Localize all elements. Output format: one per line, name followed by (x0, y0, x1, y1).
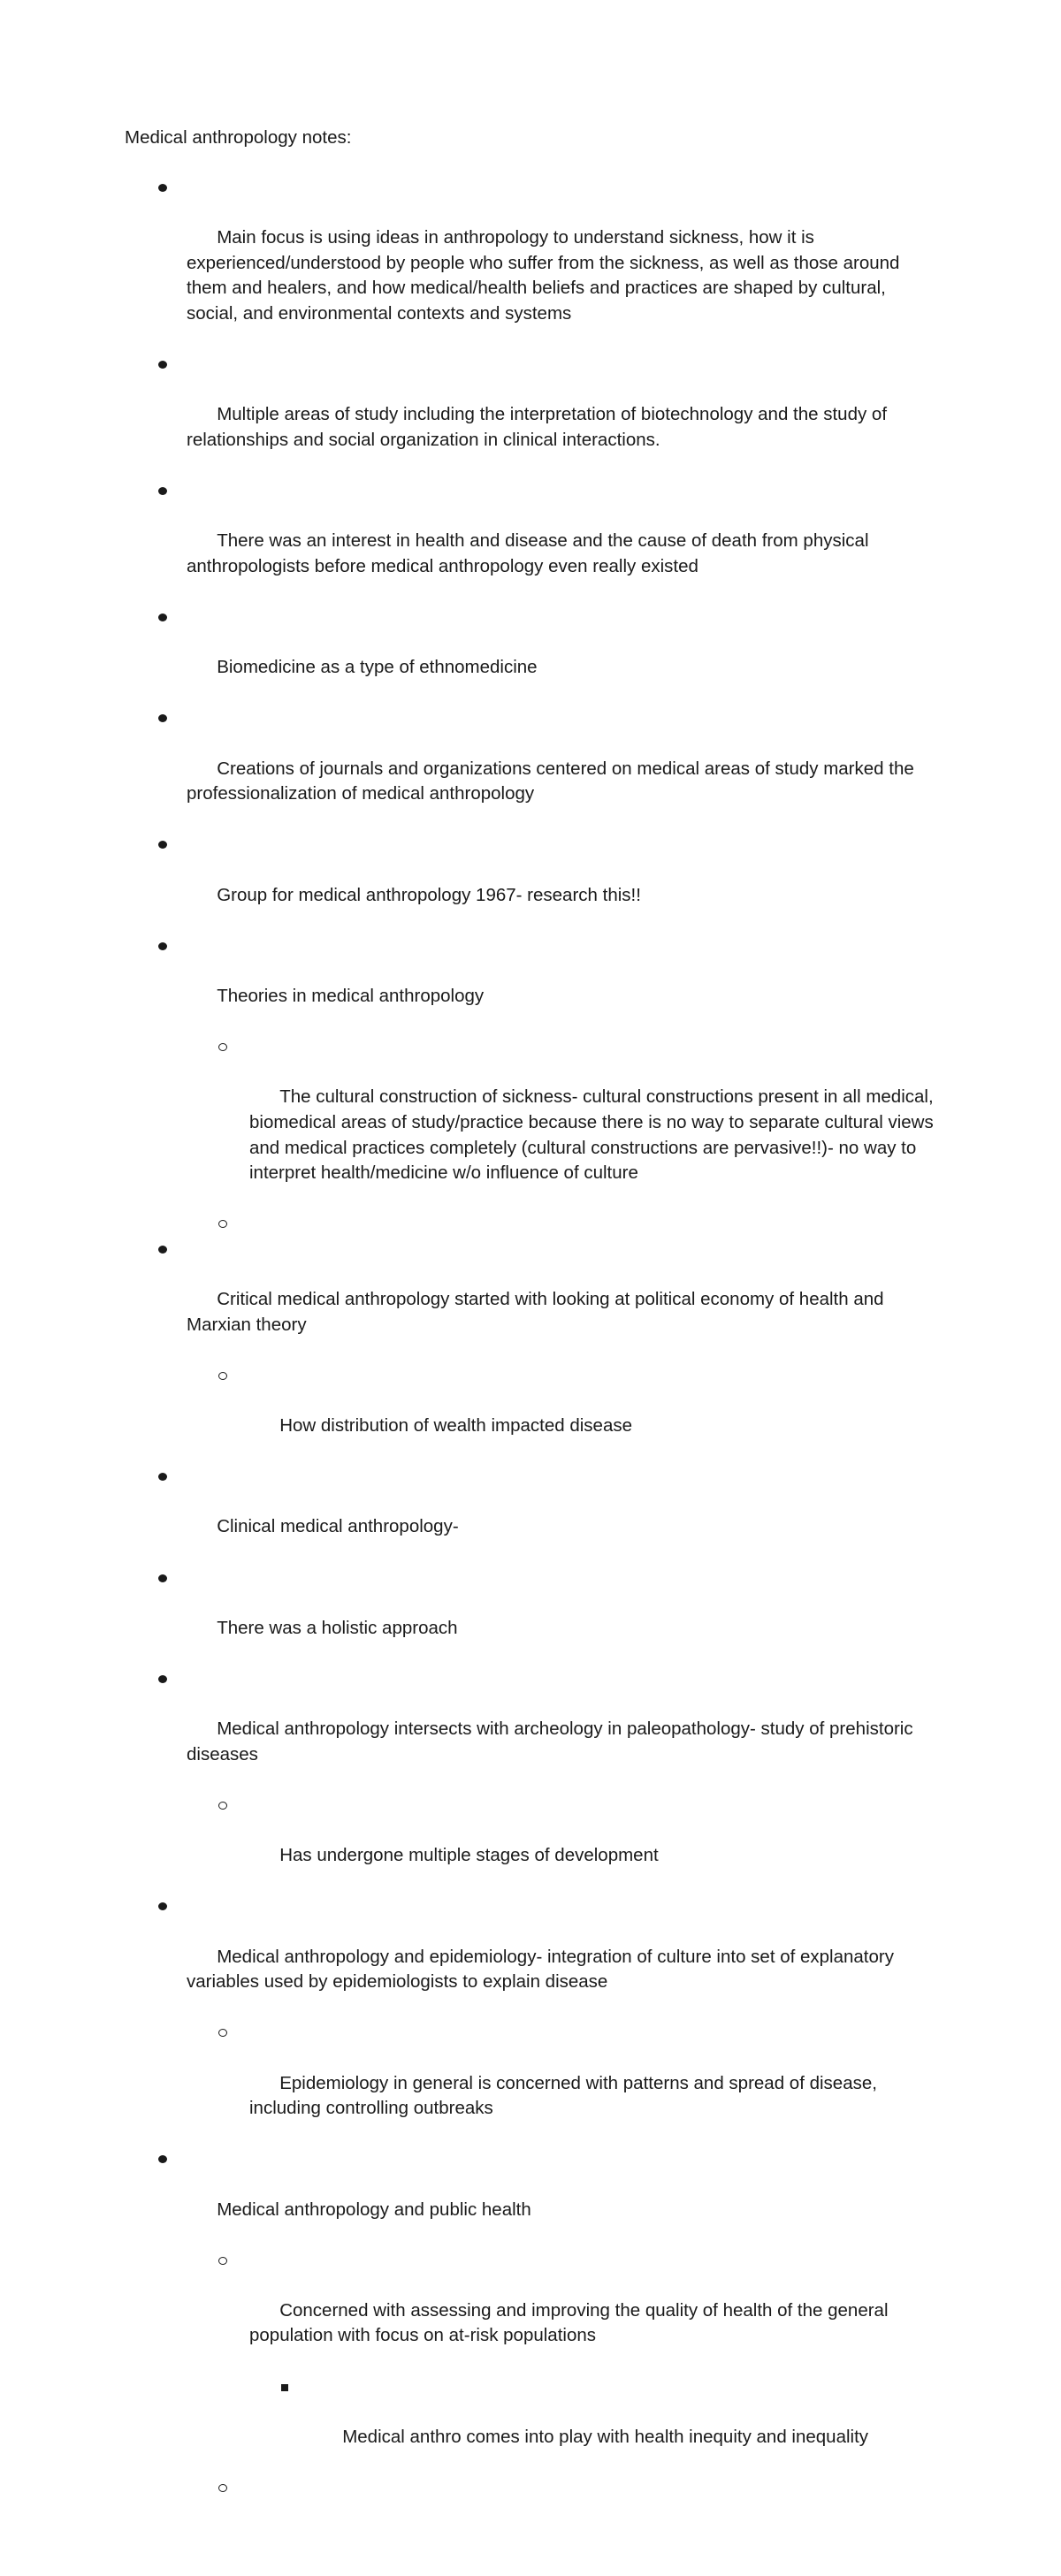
bullet-disc-icon (158, 2155, 167, 2163)
list-item (0, 605, 938, 705)
bullet-square-icon (281, 2384, 288, 2391)
sub-list-item-empty (0, 2475, 939, 2501)
list-item-text: Medical anthro comes into play with health inequity and inequality (342, 2426, 869, 2447)
list-item-text: There was an interest in health and disease and the cause of death from physical anthropologists before medical anthropology even really existed (187, 530, 874, 576)
bullet-circle-icon (218, 2484, 227, 2492)
sub-list-item (0, 2248, 939, 2374)
list-item (0, 1666, 938, 1793)
bullet-circle-icon (218, 2257, 227, 2265)
bullet-disc-icon (158, 841, 167, 849)
list-item-text: Epidemiology in general is concerned with patterns and spread of disease, including controlling outbreaks (249, 2072, 882, 2119)
bullet-disc-icon (158, 1675, 167, 1683)
list-item-text: The cultural construction of sickness- cultural constructions present in all medical, biomedical areas of study/practice because there is no way to separate cultural views and medical practices completely (cultural constructions are pervasive!!)- no way to interpret health/medicine w/o influence of culture (249, 1086, 939, 1184)
list-item (0, 1464, 938, 1565)
list-item-text: Medical anthropology intersects with archeology in paleopathology- study of prehistoric diseases (187, 1719, 919, 1764)
sub-list-item-empty (0, 1211, 939, 1237)
list-item-text: Has undergone multiple stages of development (279, 1845, 659, 1866)
list-item-text: Theories in medical anthropology (217, 986, 485, 1006)
bullet-circle-icon (218, 2029, 227, 2037)
bullet-disc-icon (158, 1574, 167, 1582)
list-item (0, 1237, 938, 1363)
bullet-circle-icon (218, 1372, 227, 1380)
list-item (0, 1566, 938, 1666)
sub-list-item (0, 1793, 939, 1894)
bullet-circle-icon (218, 1802, 227, 1810)
list-item-text: Biomedicine as a type of ethnomedicine (217, 657, 538, 678)
bullet-disc-icon (158, 1246, 167, 1254)
list-item-text: Multiple areas of study including the interpretation of biotechnology and the study of relationships and social organization in clinical interactions. (187, 404, 892, 450)
bullet-disc-icon (158, 1902, 167, 1910)
bullet-disc-icon (158, 184, 167, 192)
bullet-disc-icon (158, 714, 167, 722)
list-item (0, 832, 938, 933)
list-item (0, 175, 938, 352)
bullet-disc-icon (158, 614, 167, 621)
list-item-text: Concerned with assessing and improving the quality of health of the general population with focus on at-risk populations (249, 2299, 894, 2346)
list-item (0, 352, 938, 478)
list-item-text: How distribution of wealth impacted disease (279, 1415, 633, 1437)
bullet-disc-icon (158, 942, 167, 950)
sub-list-item (0, 1363, 939, 1464)
notes-list (0, 175, 1061, 2501)
list-item-text: Medical anthropology and public health (217, 2199, 531, 2220)
bullet-circle-icon (218, 1043, 227, 1051)
list-item-text: There was a holistic approach (217, 1617, 458, 1638)
bullet-disc-icon (158, 361, 167, 369)
sub-list-item (0, 1034, 939, 1211)
list-item (0, 705, 938, 832)
list-item-text: Creations of journals and organizations centered on medical areas of study marked the professionalization of medical anthropology (187, 758, 920, 804)
page-title: Medical anthropology notes: (125, 127, 352, 148)
bullet-disc-icon (158, 1473, 167, 1481)
list-item (0, 1894, 938, 2020)
list-item-text: Clinical medical anthropology- (217, 1516, 459, 1537)
list-item (0, 934, 938, 1034)
list-item (0, 2146, 938, 2247)
list-item-text: Group for medical anthropology 1967- research this!! (217, 884, 641, 905)
list-item (0, 478, 938, 605)
bullet-disc-icon (158, 487, 167, 495)
bullet-circle-icon (218, 1220, 227, 1228)
list-item-text: Critical medical anthropology started with looking at political economy of health and Marxian theory (187, 1289, 889, 1335)
sub-sub-list-item (0, 2374, 949, 2475)
list-item-text: Main focus is using ideas in anthropology to understand sickness, how it is experienced/understood by people who suffer from the sickness, as well as those around them and healers, and how medical/health beliefs and practices are shaped by cultural, social, and environmental contexts and systems (187, 227, 905, 324)
list-item-text: Medical anthropology and epidemiology- integration of culture into set of explanatory variables used by epidemiologists to explain disease (187, 1946, 899, 1993)
sub-list-item (0, 2020, 939, 2146)
